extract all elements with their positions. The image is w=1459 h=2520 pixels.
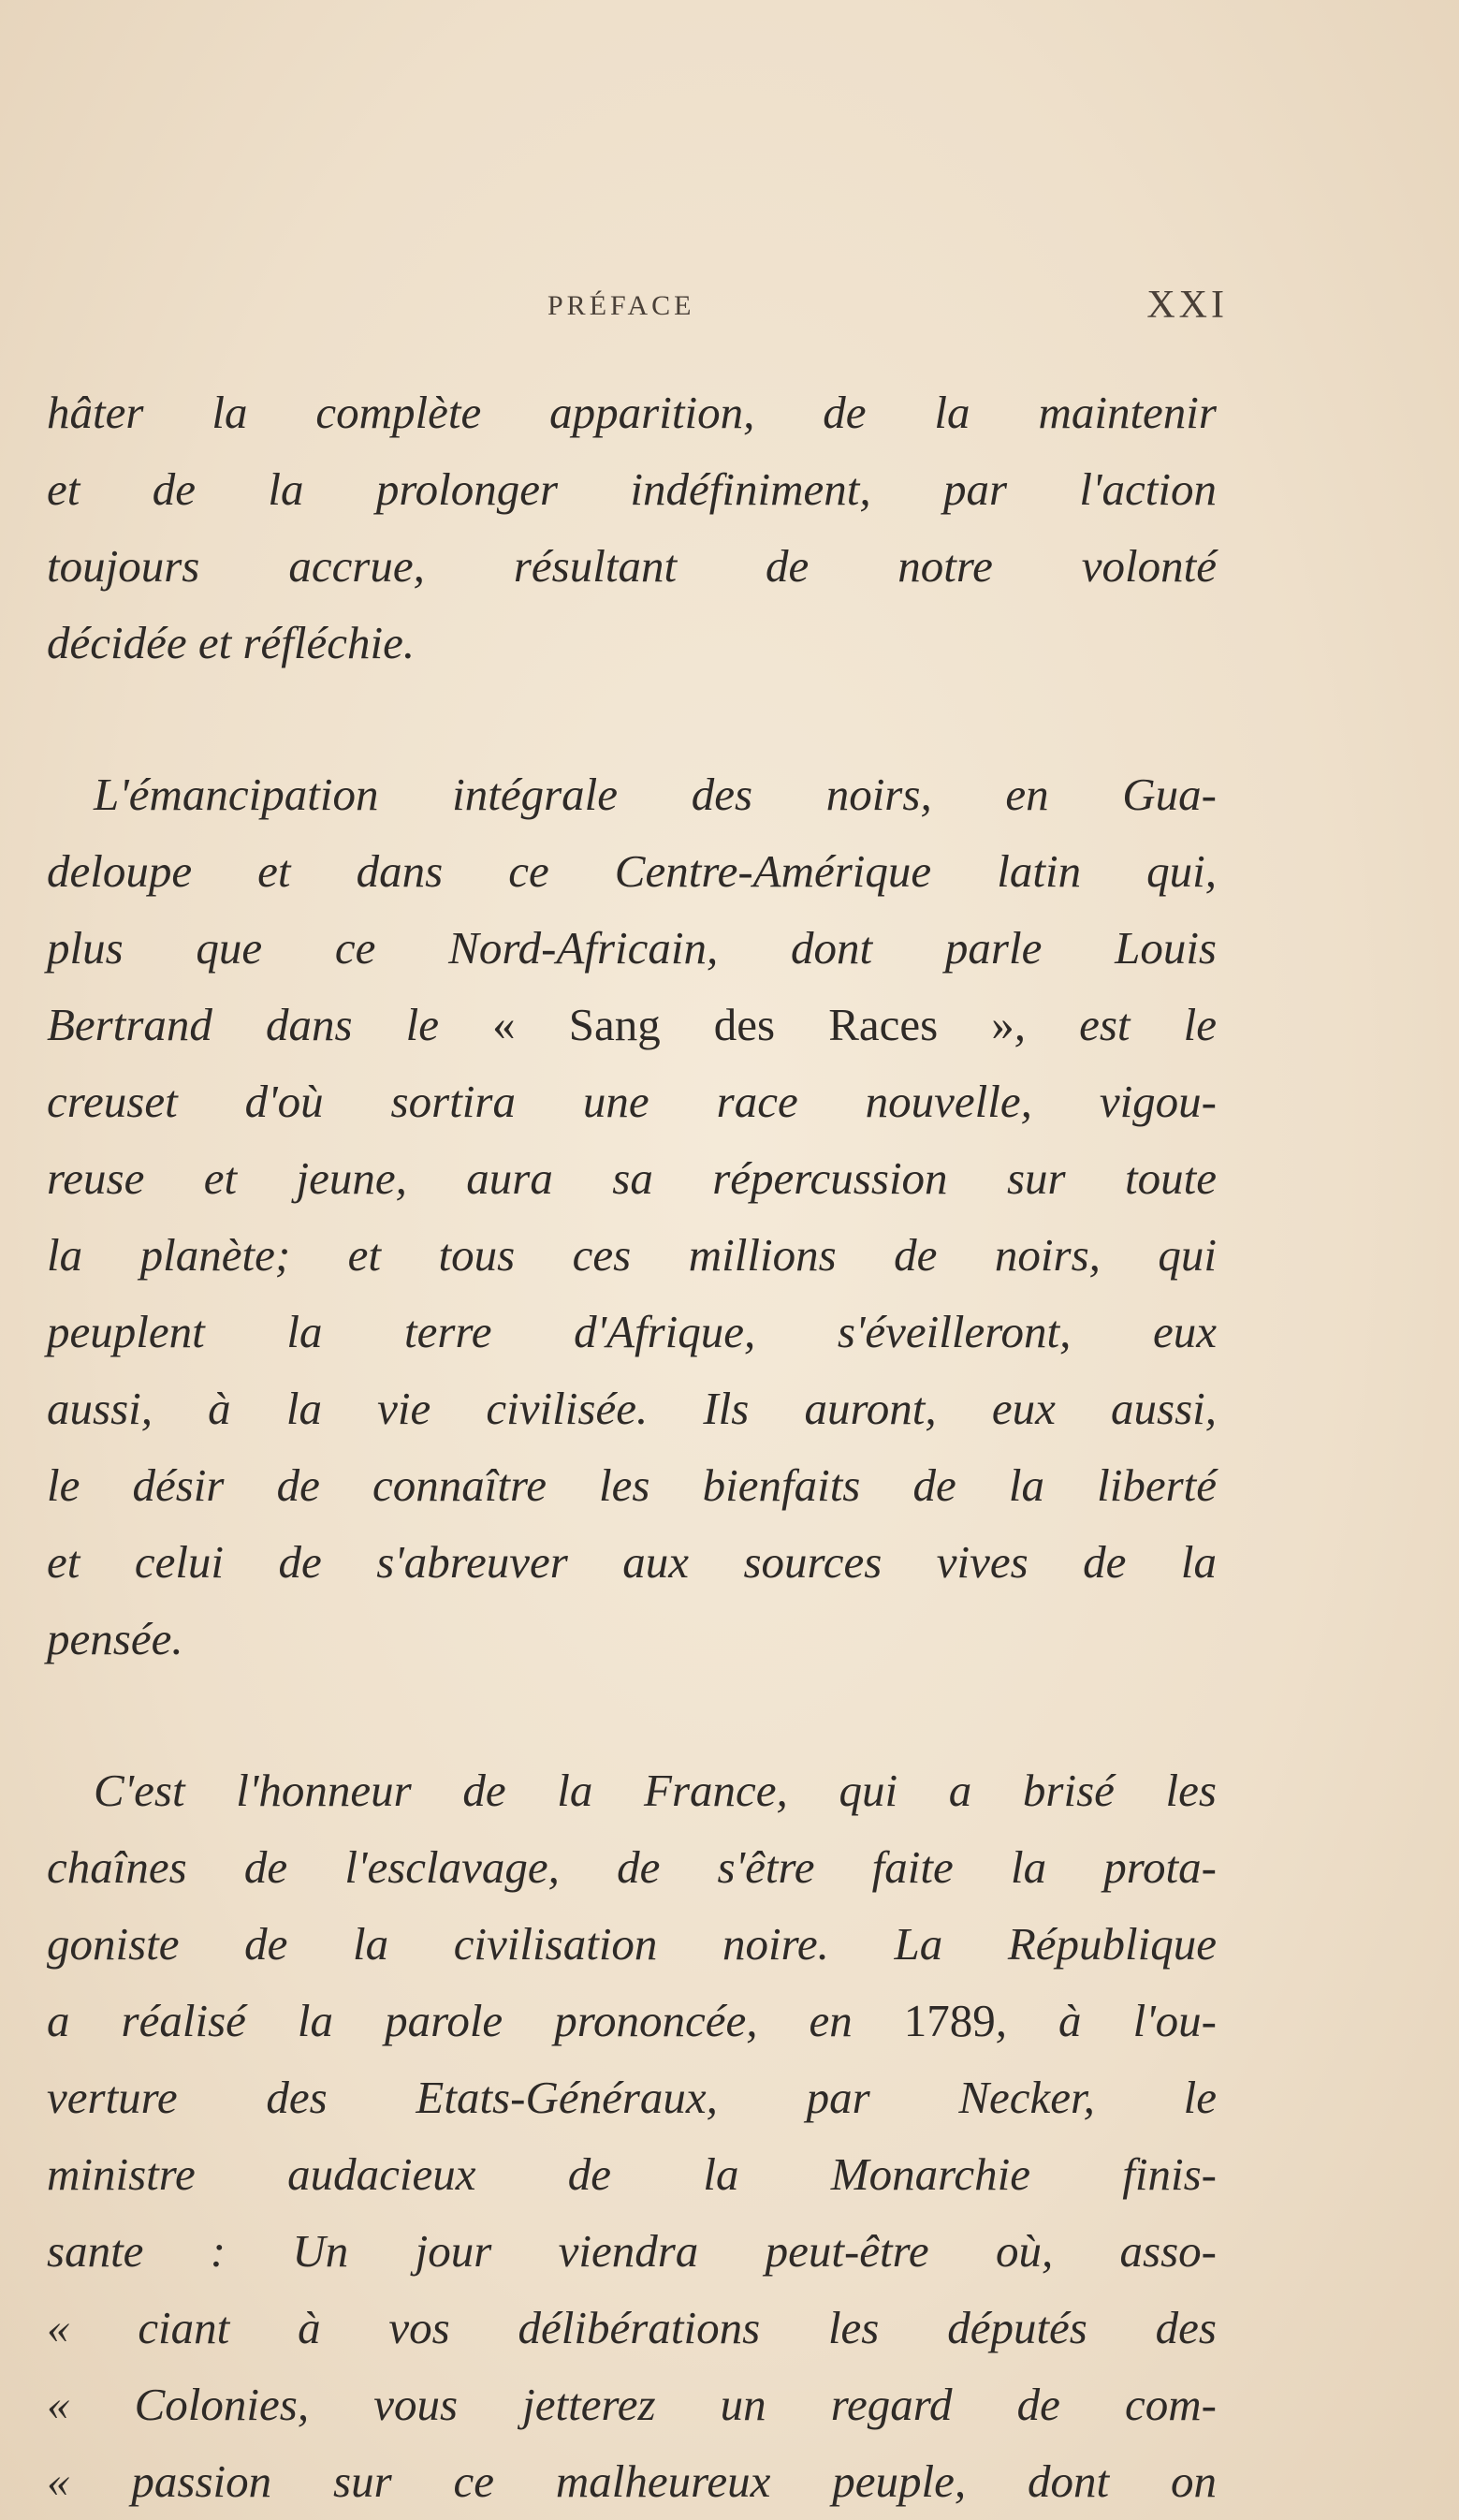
text-line: L'émancipation intégrale des noirs, en Gua-	[94, 769, 1217, 820]
text-line: décidée et réfléchie.	[47, 617, 416, 668]
text-line: et celui de s'abreuver aux sources vives de la	[47, 1536, 1217, 1588]
text-line: reuse et jeune, aura sa répercussion sur toute	[47, 1152, 1217, 1204]
text-line: C'est l'honneur de la France, qui a brisé les	[94, 1765, 1217, 1816]
text-line: la planète; et tous ces millions de noirs, qui	[47, 1229, 1217, 1281]
text-line: creuset d'où sortira une race nouvelle, vigou-	[47, 1076, 1217, 1127]
running-head: PRÉFACE	[547, 290, 695, 321]
text-fragment: Bertrand dans le	[47, 999, 440, 1050]
text-line: verture des Etats-Généraux, par Necker, le	[47, 2072, 1217, 2123]
text-fragment: , est le	[1014, 999, 1217, 1050]
text-line: sante : Un jour viendra peut-être où, asso-	[47, 2225, 1217, 2277]
text-line: goniste de la civilisation noire. La République	[47, 1918, 1217, 1970]
text-line: pensée.	[47, 1613, 183, 1664]
text-line: aussi, à la vie civilisée. Ils auront, eux aussi,	[47, 1383, 1217, 1434]
text-line: ministre audacieux de la Monarchie finis-	[47, 2148, 1217, 2200]
body-text	[47, 374, 1217, 2520]
text-fragment: a réalisé la parole prononcée, en	[47, 1995, 853, 2046]
text-line: peuplent la terre d'Afrique, s'éveilleront, eux	[47, 1306, 1217, 1357]
text-line-mixed	[47, 1983, 1217, 2059]
text-line: toujours accrue, résultant de notre volonté	[47, 540, 1217, 592]
paragraph-1	[47, 374, 1217, 681]
paragraph-2	[47, 756, 1217, 1678]
paragraph-3	[47, 1752, 1217, 2520]
text-line: chaînes de l'esclavage, de s'être faite la prota-	[47, 1841, 1217, 1893]
text-line: le désir de connaître les bienfaits de la liberté	[47, 1459, 1217, 1511]
page-number: XXI	[1146, 284, 1228, 327]
text-line: « ciant à vos délibérations les députés des	[47, 2302, 1217, 2353]
text-line: hâter la complète apparition, de la maintenir	[47, 387, 1217, 438]
year-reference: 1789	[903, 1995, 996, 2046]
text-line: et de la prolonger indéfiniment, par l'action	[47, 463, 1217, 515]
book-title-reference: « Sang des Races »	[492, 999, 1014, 1050]
text-line: « Colonies, vous jetterez un regard de com-	[47, 2379, 1217, 2430]
text-line: « passion sur ce malheureux peuple, dont on	[47, 2455, 1217, 2507]
text-line: plus que ce Nord-Africain, dont parle Louis	[47, 922, 1217, 974]
page-header	[47, 281, 1228, 337]
text-line: deloupe et dans ce Centre-Amérique latin qui,	[47, 845, 1217, 897]
text-fragment: , à l'ou-	[995, 1995, 1217, 2046]
text-line-mixed	[47, 987, 1217, 1063]
